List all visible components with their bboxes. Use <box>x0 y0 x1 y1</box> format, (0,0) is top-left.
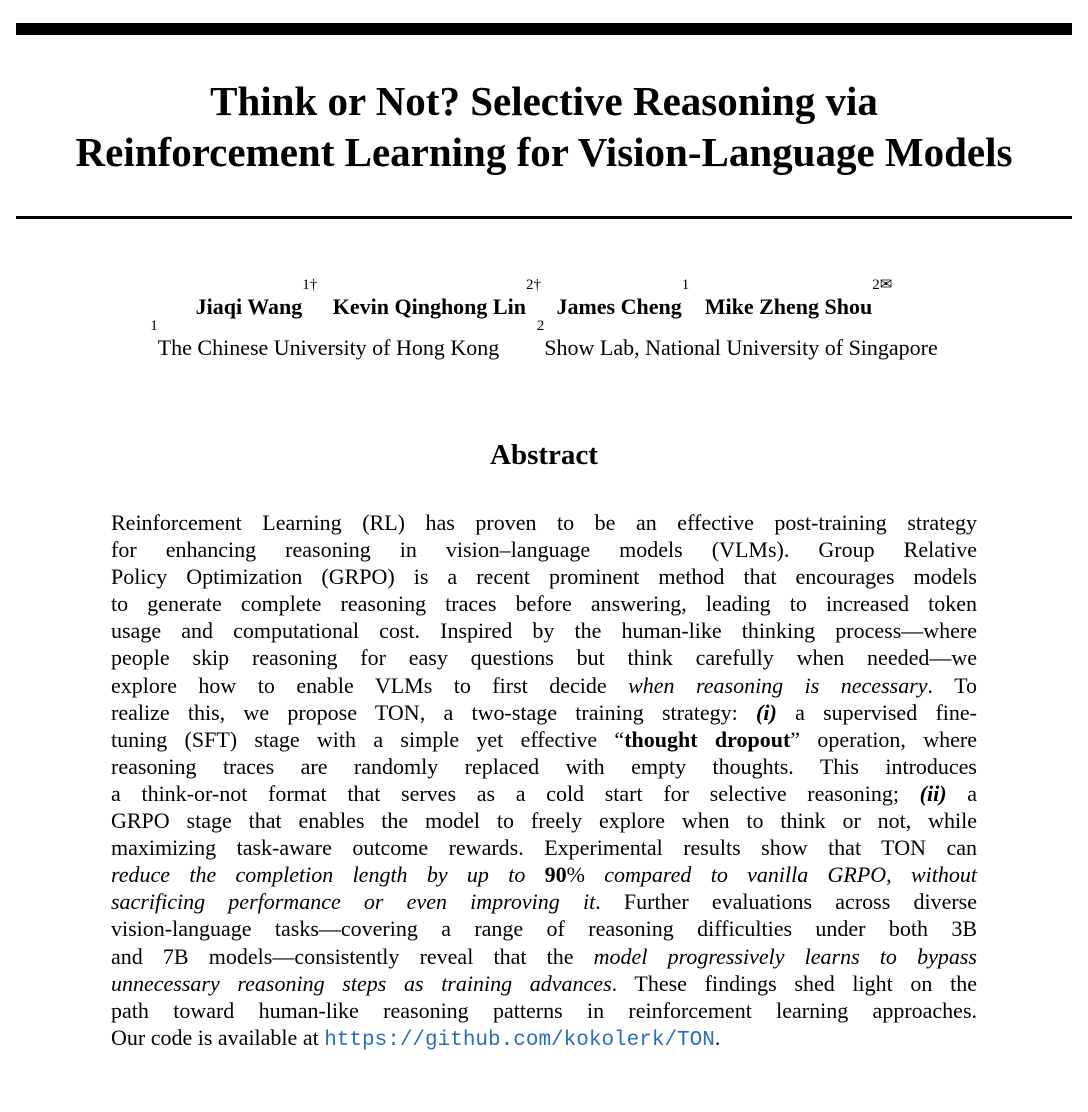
author-affiliation-mark: 2† <box>525 277 541 293</box>
abstract-text: . To <box>927 672 977 698</box>
abstract-heading: Abstract <box>490 439 598 471</box>
abstract-text: Our code is available at <box>111 1024 325 1050</box>
abstract-body <box>111 509 977 1051</box>
emphasis-part: compared to vanilla GRPO, without <box>584 862 977 888</box>
abstract-line <box>111 888 977 915</box>
abstract-line: reasoning traces are randomly replaced with empty thoughts. This introduces <box>111 753 977 779</box>
abstract-line: to generate complete reasoning traces before answering, leading to increased token <box>111 591 977 617</box>
affiliation-name: Show Lab, National University of Singapore <box>544 335 938 360</box>
abstract-line <box>111 943 977 970</box>
emphasis-text <box>111 862 977 887</box>
abstract-line: path toward human-like reasoning patterns in reinforcement learning approaches. <box>111 997 977 1023</box>
author-affiliation-mark: 1† <box>302 277 318 293</box>
author <box>704 277 893 322</box>
abstract-line <box>111 970 977 997</box>
author-name: Mike Zheng Shou <box>704 294 873 319</box>
emphasis-text: model progressively learns to bypass <box>593 943 977 969</box>
title-line-2: Reinforcement Learning for Vision-Language Models <box>75 129 1013 175</box>
abstract-text: tuning (SFT) stage with a simple yet effective “ <box>111 726 625 752</box>
emphasis-text: when reasoning is necessary <box>628 672 928 698</box>
affiliation-number: 2 <box>536 318 545 334</box>
abstract-line <box>111 861 977 888</box>
author <box>195 277 318 322</box>
author <box>332 277 541 322</box>
emphasis-text: sacrificing performance or even improving it <box>111 889 596 915</box>
abstract-text: explore how to enable VLMs to first decide <box>111 672 629 698</box>
abstract-line: Reinforcement Learning (RL) has proven to be an effective post-training strategy <box>111 510 977 535</box>
abstract-line <box>111 672 977 699</box>
abstract-line <box>111 699 977 726</box>
affiliation-name: The Chinese University of Hong Kong <box>157 335 500 360</box>
paper-title <box>0 76 1088 178</box>
title-line-1: Think or Not? Selective Reasoning via <box>210 78 878 124</box>
percent-sign: % <box>566 862 585 888</box>
abstract-text: ” operation, where <box>790 726 977 752</box>
affiliation <box>536 318 938 363</box>
abstract-line: Policy Optimization (GRPO) is a recent prominent method that encourages models <box>111 564 977 590</box>
enumeration-marker: (ii) <box>919 780 947 806</box>
code-repository-link[interactable]: https://github.com/kokolerk/TON <box>324 1028 715 1052</box>
key-term: thought dropout <box>624 726 791 752</box>
abstract-line: for enhancing reasoning in vision–language models (VLMs). Group Relative <box>111 537 977 563</box>
abstract-line <box>111 1024 977 1051</box>
affiliation <box>150 318 500 363</box>
emphasis-part: reduce the completion length by up to <box>111 862 545 888</box>
affiliation-number: 1 <box>150 318 158 334</box>
percentage-value: 90 <box>544 862 567 888</box>
abstract-line: vision-language tasks—covering a range of reasoning difficulties under both 3B <box>111 916 977 942</box>
abstract-text: . These findings shed light on the <box>611 970 977 996</box>
abstract-text: and 7B models—consistently reveal that the <box>111 943 594 969</box>
author-affiliation-mark: 1 <box>681 277 690 293</box>
abstract-text: . <box>714 1024 721 1050</box>
abstract-line: GRPO stage that enables the model to freely explore when to think or not, while <box>111 808 977 834</box>
author-affiliation-mark: 2✉ <box>872 277 893 293</box>
abstract-text: a <box>946 780 977 806</box>
enumeration-marker: (i) <box>756 699 777 725</box>
author-list <box>0 277 1088 322</box>
abstract-text: a think-or-not format that serves as a cold start for selective reasoning; <box>111 780 920 806</box>
abstract-line: usage and computational cost. Inspired by the human-like thinking process—where <box>111 618 977 644</box>
author <box>556 277 690 322</box>
abstract-text: a supervised fine- <box>776 699 977 725</box>
abstract-line <box>111 780 977 807</box>
author-name: James Cheng <box>556 294 682 319</box>
author-name: Jiaqi Wang <box>195 294 303 319</box>
abstract-text: . Further evaluations across diverse <box>595 889 977 915</box>
title-bottom-rule <box>16 216 1072 219</box>
affiliation-list <box>0 318 1088 363</box>
abstract-line: maximizing task-aware outcome rewards. Experimental results show that TON can <box>111 835 977 861</box>
abstract-text: realize this, we propose TON, a two-stage training strategy: <box>111 699 757 725</box>
author-name: Kevin Qinghong Lin <box>332 294 526 319</box>
emphasis-text: unnecessary reasoning steps as training advances <box>111 970 612 996</box>
abstract-line: people skip reasoning for easy questions but think carefully when needed—we <box>111 645 977 671</box>
top-rule <box>16 23 1072 35</box>
abstract-line <box>111 726 977 753</box>
